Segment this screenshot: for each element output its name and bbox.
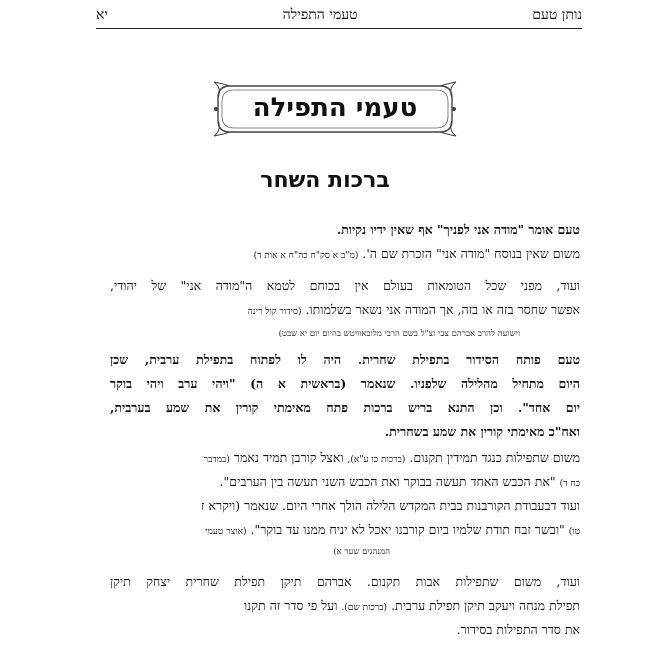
section-heading: ברכות השחר — [260, 168, 390, 193]
text-segment: תפילת מנחה ויעקב תיקן תפילת ערבית. — [391, 598, 580, 613]
text-line — [110, 446, 580, 470]
paragraph-block-4 — [110, 446, 580, 562]
source-citation: (ברכות שם). — [341, 603, 388, 613]
page-title: טעמי התפילה — [252, 93, 418, 123]
text-line: את סדר התפילות בסידור. — [456, 622, 580, 637]
text-line — [110, 470, 580, 494]
source-citation: (מ"ב א סק"ח כה"ח א אות ד) — [253, 251, 359, 261]
paragraph-block-5 — [110, 570, 580, 642]
source-citation: (ברכות כו ע"א), — [347, 455, 406, 465]
text-segment: משום שתפילות כנגד תמידין תקנום. — [409, 450, 580, 465]
source-citation: (סידור קול רינה — [247, 307, 302, 317]
source-citation: כח ד) — [559, 479, 580, 489]
title-frame — [212, 80, 458, 138]
text-line — [110, 594, 580, 618]
header-rule — [96, 28, 582, 29]
source-citation: (אוצר טעמי — [205, 527, 247, 537]
paragraph-block-1 — [110, 218, 580, 266]
question-line: ואח"כ מאימתי קורין את שמע בשחרית. — [384, 424, 580, 439]
question-line: היום מתחיל מהלילה שלפניו. שנאמר (בראשית א ה) "ויהי ערב ויהי בוקר — [110, 376, 580, 391]
text-segment: "את הכבש האחד תעשה בבוקר ואת הכבש השני תעשה בין הערבים". — [219, 474, 556, 489]
text-segment: "ובשר זבח תודת שלמיו ביום קורבנו יאכל לא יניח ממנו עד בוקר". — [250, 522, 565, 537]
question-line: יום אחד". וכן התנא בריש ברכות פתח מאימתי קורין את שמע בערבית, — [110, 400, 580, 415]
text-line — [110, 298, 580, 322]
source-citation: (במדבר — [203, 455, 230, 465]
source-citation-continuation: המנהגים שער א) — [333, 547, 390, 557]
text-line: ועוד, מפני שכל הטומאות בעולם אין בכוחם לטמא ה"מודה אני" של יהודי, — [110, 278, 580, 293]
source-citation: טו) — [568, 527, 580, 537]
answer-line — [110, 242, 580, 266]
paragraph-block-3 — [110, 348, 580, 444]
text-segment: אפשר שחסר בזה או בזה, אך המודה אני נשאר בשלמותו. — [305, 302, 580, 317]
header-chapter-title: טעמי התפילה — [282, 6, 358, 23]
text-line: ועוד דבעבודת הקורבנות בבית המקדש הלילה הולך אחרי היום. שנאמר (ויקרא ז — [200, 498, 580, 513]
header-book-name: נותן טעם — [532, 6, 582, 23]
source-citation-continuation: וישועה להרב אברהם צבי זצ"ל בשם הרבי מלובאוויטש בהיום יום יא שבט) — [278, 329, 520, 339]
text-segment: ואצל קורבן תמיד נאמר — [233, 450, 344, 465]
paragraph-block-2 — [110, 274, 580, 346]
header-page-number: יא — [96, 6, 109, 23]
answer-text: משום שאין בנוסח "מודה אני" הזכרת שם ה'. — [362, 246, 580, 261]
text-line: ועוד, משום שתפילות אבות תקנום. אברהם תיקן תפילת שחרית יצחק תיקן — [110, 574, 580, 589]
text-line — [110, 518, 580, 542]
question-line: טעם אומר "מודה אני לפניך" אף שאין ידיו נקיות. — [336, 222, 580, 237]
text-segment: ועל פי סדר זה תקנו — [244, 598, 338, 613]
running-header — [96, 4, 582, 26]
question-line: טעם פותח הסידור בתפילת שחרית. היה לו לפתוח בתפילת ערבית, שכן — [110, 352, 580, 367]
